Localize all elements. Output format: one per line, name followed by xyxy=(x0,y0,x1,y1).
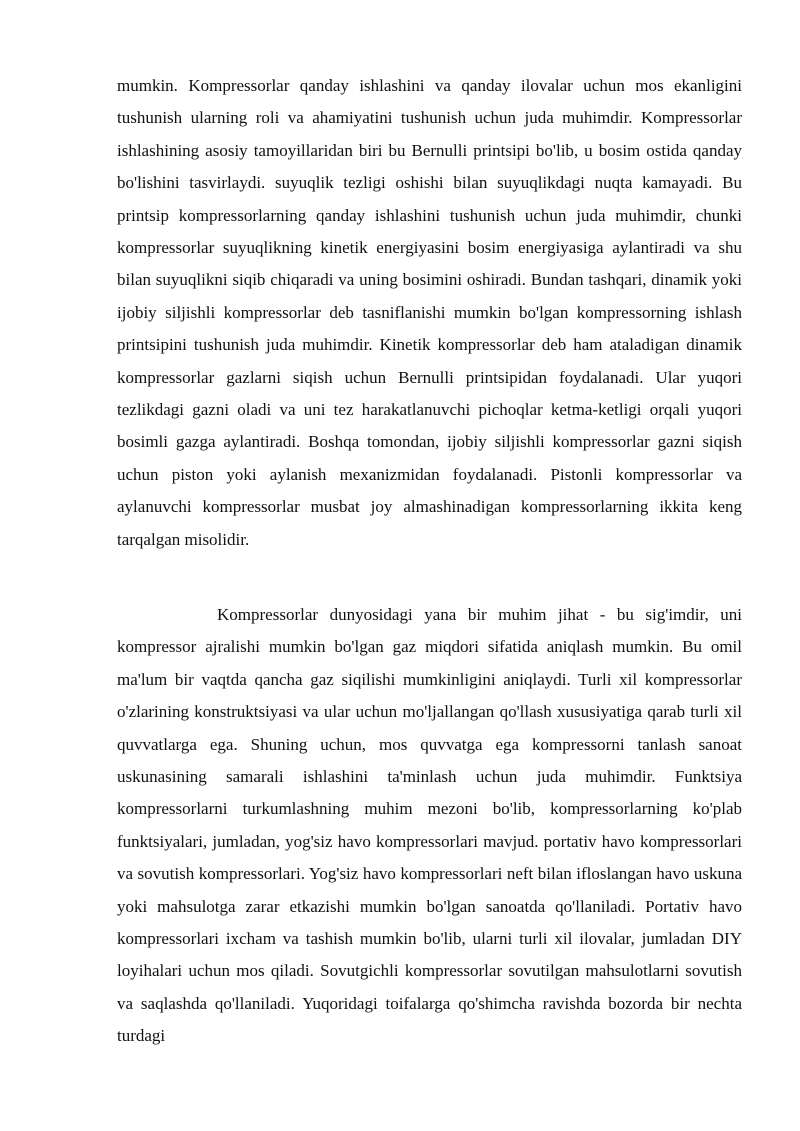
body-paragraph-2: Kompressorlar dunyosidagi yana bir muhim jihat - bu sig'imdir, uni kompressor ajralishi mumkin bo'lgan gaz miqdori sifatida aniqlash mumkin. Bu omil ma'lum bir vaqtda qancha gaz siqilishi mumkinligini aniqlaydi. Turli xil kompressorlar o'zlarining konstruktsiyasi va ular uchun mo'ljallangan qo'llash xususiyatiga qarab turli xil quvvatlarga ega. Shuning uchun, mos quvvatga ega kompressorni tanlash sanoat uskunasining samarali ishlashini ta'minlash uchun juda muhimdir. Funktsiya kompressorlarni turkumlashning muhim mezoni bo'lib, kompressorlarning ko'plab funktsiyalari, jumladan, yog'siz havo kompressorlari mavjud. portativ havo kompressorlari va sovutish kompressorlari. Yog'siz havo kompressorlari neft bilan ifloslangan havo uskuna yoki mahsulotga zarar etkazishi mumkin bo'lgan sanoatda qo'llaniladi. Portativ havo kompressorlari ixcham va tashish mumkin bo'lib, ularni turli xil ilovalar, jumladan DIY loyihalari uchun mos qiladi. Sovutgichli kompressorlar sovutilgan mahsulotlarni sovutish va saqlashda qo'llaniladi. Yuqoridagi toifalarga qo'shimcha ravishda bozorda bir nechta turdagi xyxy=(117,605,742,1046)
body-paragraph-1: mumkin. Kompressorlar qanday ishlashini va qanday ilovalar uchun mos ekanligini tushunish ularning roli va ahamiyatini tushunish uchun juda muhimdir. Kompressorlar ishlashining asosiy tamoyillaridan biri bu Bernulli printsipi bo'lib, u bosim ostida qanday bo'lishini tasvirlaydi. suyuqlik tezligi oshishi bilan suyuqlikdagi nuqta kamayadi. Bu printsip kompressorlarning qanday ishlashini tushunish uchun juda muhimdir, chunki kompressorlar suyuqlikning kinetik energiyasini bosim energiyasiga aylantiradi va shu bilan suyuqlikni siqib chiqaradi va uning bosimini oshiradi. Bundan tashqari, dinamik yoki ijobiy siljishli kompressorlar deb tasniflanishi mumkin bo'lgan kompressorning ishlash printsipini tushunish juda muhimdir. Kinetik kompressorlar deb ham ataladigan dinamik kompressorlar gazlarni siqish uchun Bernulli printsipidan foydalanadi. Ular yuqori tezlikdagi gazni oladi va uni tez harakatlanuvchi pichoqlar ketma-ketligi orqali yuqori bosimli gazga aylantiradi. Boshqa tomondan, ijobiy siljishli kompressorlar gazni siqish uchun piston yoki aylanish mexanizmidan foydalanadi. Pistonli kompressorlar va aylanuvchi kompressorlar musbat joy almashinadigan kompressorlarning ikkita keng tarqalgan misolidir. xyxy=(117,76,742,549)
